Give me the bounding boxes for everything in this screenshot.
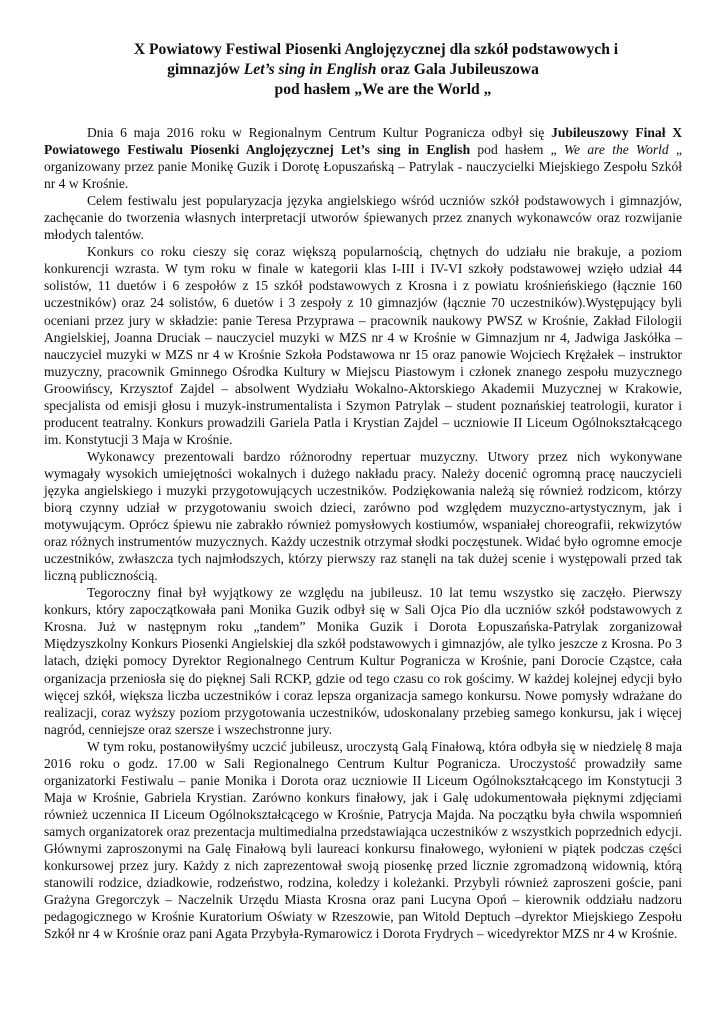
title-line-1: X Powiatowy Festiwal Piosenki Anglojęzycznej dla szkół podstawowych i xyxy=(133,41,619,58)
p1-rest: „ organizowany przez panie Monikę Guzik i Dorotę Łopuszańską – Patrylak - nauczycielki Miejskiego Zespołu Szkół nr 4 w Krośnie. xyxy=(44,142,682,192)
document-title xyxy=(44,40,682,100)
paragraph-1 xyxy=(44,124,682,192)
title-line-2 xyxy=(44,60,682,80)
paragraph-6: W tym roku, postanowiłyśmy uczcić jubileusz, uroczystą Galą Finałową, która odbyła się w niedzielę 8 maja 2016 roku o godz. 17.00 w Sali Regionalnego Centrum Kultur Pogranicza. Uroczystość prowadziły same organizatorki Festiwalu – panie Monika i Dorota oraz uczniowie II Liceum Ogólnokształcącego im Konstytucji 3 Maja w Krośnie, Gabriela Krystian. Zarówno konkurs finałowy, jak i Galę udokumentowała pięknymi zdjęciami również uczennica II Liceum Ogólnokształcącego w Krośnie, Patrycja Majda. Na początku była chwila wspomnień samych organizatorek oraz prezentacja multimedialna przedstawiająca uczestników z wszystkich poprzednich edycji. Głównymi zaproszonymi na Galę Finałową byli laureaci konkursu finałowego, wyłonieni w piątek podczas części konkursowej przez jury. Każdy z nich zaprezentował swoją piosenkę przed licznie zgromadzoną widownią, którą stanowili rodzice, dziadkowie, rodzeństwo, rodzina, koledzy i koleżanki. Przybyli również zaproszeni goście, pani Grażyna Gregorczyk – Naczelnik Urzędu Miasta Krosna oraz pani Lucyna Opoń – kierownik oddziału nadzoru pedagogicznego w Krośnie Kuratorium Oświaty w Rzeszowie, pan Witold Deptuch –dyrektor Miejskiego Zespołu Szkół nr 4 w Krośnie oraz pani Agata Przybyła-Rymarowicz i Dorota Frydrych – wicedyrektor MZS nr 4 w Krośnie. xyxy=(44,738,682,942)
p1-intro: Dnia 6 maja 2016 roku w Regionalnym Centrum Kultur Pogranicza odbył się xyxy=(87,125,552,140)
p1-bold-event: Jubileuszowy Finał X Powiatowego Festiwalu Piosenki Anglojęzycznej Let’s sing in English xyxy=(44,125,682,158)
p1-motto-prefix: pod hasłem „ xyxy=(470,142,564,158)
paragraph-4: Wykonawcy prezentowali bardzo różnorodny repertuar muzyczny. Utwory przez nich wykonywane wymagały wysokich umiejętności wokalnych i dużego nakładu pracy. Należy docenić ogromną pracę nauczycieli języka angielskiego i muzyki przygotowujących uczestników. Podziękowania należą się również rodzicom, którzy biorą czynny udział w przygotowaniu swoich dzieci, zarówno pod względem muzyczno-artystycznym, jak i motywującym. Oprócz śpiewu nie zabrakło również pomysłowych kostiumów, wspaniałej choreografii, rekwizytów oraz różnych instrumentów muzycznych. Każdy uczestnik otrzymał słodki poczęstunek. Widać było ogromne emocje uczestników, zwłaszcza tych najmłodszych, którzy pierwszy raz stanęli na tak dużej scenie i występowali przed tak liczną publicznością. xyxy=(44,448,682,584)
paragraph-5: Tegoroczny finał był wyjątkowy ze względu na jubileusz. 10 lat temu wszystko się zaczęło. Pierwszy konkurs, który zapoczątkowała pani Monika Guzik odbył się w Sali Ojca Pio dla uczniów szkół podstawowych z Krosna. Już w następnym roku „tandem” Monika Guzik i Dorota Łopuszańska-Patrylak zorganizował Międzyszkolny Konkurs Piosenki Angielskiej dla szkół podstawowych i gimnazjów, ale tylko jeszcze z Krosna. Po 3 latach, dzięki pomocy Dyrektor Regionalnego Centrum Kultur Pogranicza w Krośnie, pani Dorocie Cząstce, cała organizacja przeniosła się do pięknej Sali RCKP, gdzie od tego czasu co rok gościmy. W każdej kolejnej edycji było więcej szkół, większa liczba uczestników i coraz lepsza organizacja samego konkursu. Nowe pomysły wdrażane do realizacji, coraz wyższy poziom przygotowania uczestników, udoskonalany przebieg samego konkursu, jak i więcej nagród, cenniejsze oraz szersze i wszechstronne jury. xyxy=(44,585,682,737)
p1-motto-italic: We are the World xyxy=(564,142,669,158)
paragraph-3: Konkurs co roku cieszy się coraz większą popularnością, chętnych do udziału nie brakuje, a poziom konkurencji wzrasta. W tym roku w finale w kategorii klas I-III i IV-VI szkoły podstawowej wzięło udział 44 solistów, 11 duetów i 6 zespołów z 15 szkół podstawowych z Krosna i z powiatu krośnieńskiego (łącznie 160 uczestników) oraz 24 solistów, 6 duetów i 3 zespoły z 10 gimnazjów (łącznie 70 uczestników).Występujący byli oceniani przez jury w składzie: panie Teresa Przyprawa – pracownik naukowy PWSZ w Krośnie, Zakład Filologii Angielskiej, Joanna Druciak – nauczyciel muzyki w MZS nr 4 w Krośnie w Gimnazjum nr 4, Jadwiga Jaskółka – nauczyciel muzyki w MZS nr 4 w Krośnie Szkoła Podstawowa nr 15 oraz panowie Wojciech Krężałek – instruktor muzyczny, pracownik Gminnego Ośrodka Kultury w Miejscu Piastowym i członek znanego zespołu muzycznego Groowińscy, Krzysztof Zajdel – absolwent Wydziału Wokalno-Aktorskiego Akademii Muzycznej w Krakowie, specjalista od emisji głosu i muzyk-instrumentalista i Szymon Patrylak – student poznańskiej teatrologii, kurator i producent teatralny. Konkurs prowadzili Gariela Patla i Krystian Zajdel – uczniowie II Liceum Ogólnokształcącego im. Konstytucji 3 Maja w Krośnie. xyxy=(44,244,682,447)
title-line-3: pod hasłem „We are the World „ xyxy=(274,81,492,98)
paragraph-2: Celem festiwalu jest popularyzacja języka angielskiego wśród uczniów szkół podstawowych i gimnazjów, zachęcanie do tworzenia własnych interpretacji utworów śpiewanych przez znanych wykonawców oraz rozwijanie młodych talentów. xyxy=(44,193,682,243)
title-motto-italic: Let’s sing in English xyxy=(243,61,377,78)
title-line-2-post: oraz Gala Jubileuszowa xyxy=(376,61,539,78)
title-line-2-pre: gimnazjów xyxy=(167,61,244,78)
document-page xyxy=(44,40,682,942)
